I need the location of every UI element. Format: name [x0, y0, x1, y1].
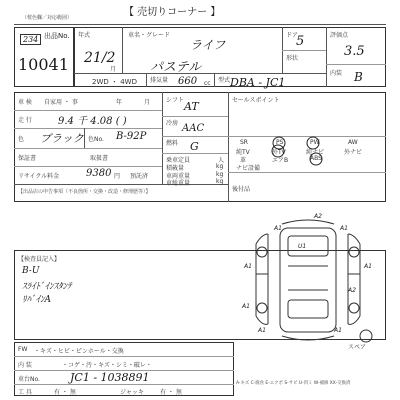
damage-mark: U1 — [298, 243, 307, 250]
option-genuine-navi: 純ナビ — [306, 149, 325, 156]
tools-label: 工 具 — [18, 389, 32, 396]
lot-number-label: 出品No. — [44, 32, 70, 40]
option-abs: ABS — [310, 155, 322, 162]
drive-type: 2WD ・ 4WD — [92, 78, 137, 86]
color-label: 色 — [18, 136, 25, 143]
damage-mark: A1 — [334, 327, 342, 334]
inspector-note: ｽﾗｲﾄﾞｲﾝｽﾀﾝﾃ — [22, 282, 72, 292]
chassis-label: 車台No. — [18, 376, 40, 383]
color-no-value: B-92P — [116, 131, 147, 142]
inspection-label: 車 検 — [18, 99, 32, 106]
ac-value: AAC — [182, 123, 205, 134]
load-unit: kg — [216, 163, 224, 170]
navi-label: ナビ設備 — [236, 165, 261, 172]
car-grade: パステル — [150, 60, 202, 75]
car-damage-diagram — [228, 204, 388, 352]
inspector-title: 【検査員記入】 — [18, 256, 61, 263]
damage-mark: A2 — [314, 213, 322, 220]
damage-mark: A1 — [340, 225, 348, 232]
door-rule — [282, 50, 326, 51]
chassis-number: JC1 - 1038891 — [70, 371, 150, 384]
row-rule-5 — [14, 184, 228, 185]
option-pw: PW — [310, 139, 320, 146]
weight-unit: kg — [216, 171, 224, 178]
tools-values: 有 ・ 無 — [54, 389, 76, 396]
displacement-value: 660 — [178, 76, 198, 87]
interior-label: 内装 — [330, 70, 343, 77]
row-rule-3 — [14, 148, 162, 149]
model-year: 21/2 — [84, 50, 116, 66]
option-sr: SR — [240, 139, 248, 146]
model-divider-year — [122, 27, 123, 73]
extra-label: 後付品 — [232, 186, 251, 193]
damage-mark: A1 — [244, 263, 252, 270]
inspection-month: 月 — [144, 99, 151, 106]
fuel-label: 燃料 — [166, 140, 179, 147]
fuel-value: G — [190, 140, 199, 153]
eval-score: 3.5 — [344, 44, 365, 59]
jack-label: ジャッキ — [120, 389, 144, 396]
shift-label: シフト — [166, 97, 185, 104]
capacity-unit: 人 — [218, 157, 225, 164]
shift-rule — [162, 116, 228, 117]
lot-number: 10041 — [18, 55, 69, 74]
eval-label: 評価点 — [330, 32, 349, 39]
ac-rule — [162, 136, 228, 137]
color-no-label: 色No. — [88, 136, 104, 143]
drive-divider — [146, 73, 147, 87]
damage-mark: A2 — [348, 287, 356, 294]
option-ps: PS — [276, 139, 284, 146]
model-code-label: 型式 — [218, 77, 231, 84]
door-value: 5 — [296, 34, 305, 49]
load-label: 積載量 — [166, 165, 185, 172]
displacement-label: 排気量 — [150, 77, 169, 84]
row-rule-1 — [14, 110, 162, 111]
damage-mark: A1 — [274, 225, 282, 232]
lot-number-tag: 234 — [20, 34, 41, 45]
option-aftermarket-navi: 外ナビ — [344, 149, 363, 156]
year-label: 年式 — [78, 32, 91, 39]
spare-label: スペア — [348, 344, 367, 351]
manual-label: 取扱書 — [90, 155, 109, 162]
details-divider-left — [162, 92, 163, 184]
fuel-rule — [162, 153, 228, 154]
fw-text: ・キズ・ヒビ・ピンホール・交換 — [34, 348, 124, 355]
recycle-label: リサイクル料金 — [18, 173, 60, 180]
option-leather: 革 — [240, 157, 247, 164]
option-aw: AW — [348, 139, 358, 146]
interior-detail-label: 内 装 — [18, 362, 32, 369]
header-note: （桜色欄／対応範囲） — [22, 15, 73, 21]
damage-mark: A1 — [242, 303, 250, 310]
recycle-unit: 円 — [114, 173, 121, 180]
model-year-unit: 月 — [110, 66, 117, 73]
ac-label: 冷房 — [166, 120, 179, 127]
displacement-unit: cc — [204, 80, 211, 87]
row-rule-4 — [14, 166, 162, 167]
model-code-divider — [214, 73, 215, 87]
warranty-label: 保証書 — [18, 155, 37, 162]
damage-legend: A-キズ C-腐食 E-エクボ S-サビ U-凹ミ W-補修 XX-交換済 — [236, 381, 351, 386]
recycle-value: 9380 — [86, 168, 112, 179]
name-label: 車名・グレード — [128, 32, 171, 39]
option-check-marks — [228, 136, 386, 172]
model-code: DBA - JC1 — [230, 76, 286, 89]
option-aftermarket-tv: 外TV — [272, 149, 286, 156]
option-genuine-tv: 純TV — [236, 149, 250, 156]
inspector-note: ﾘﾊﾞｲﾝA — [22, 295, 51, 305]
color-divider — [84, 128, 85, 148]
corner-title: 【 売切りコーナー 】 — [124, 7, 221, 18]
eval-rule — [326, 64, 386, 65]
jack-values: 有 ・ 無 — [160, 389, 182, 396]
header-rule — [14, 24, 386, 25]
model-divider-eval — [326, 27, 327, 87]
row-rule-2 — [14, 128, 162, 129]
interior-grade: B — [354, 70, 363, 84]
fw-label: FW — [18, 346, 28, 353]
bottom-rule-3 — [14, 384, 234, 385]
door-label: ドア — [286, 32, 298, 39]
mileage-label: 走 行 — [18, 117, 32, 124]
seller-declaration: 【出品店の申告事項（不良箇所・交換・改造・修理歴等）】 — [18, 189, 151, 195]
capacity-label: 乗車定員 — [166, 157, 191, 164]
damage-mark: A1 — [364, 263, 372, 270]
inspector-note: B-U — [22, 266, 40, 276]
interior-detail-text: ・コゲ・汚・キズ・シミ・破レ・ — [62, 362, 152, 369]
car-name: ライフ — [190, 38, 226, 52]
gross-label: 車総重量 — [166, 180, 191, 187]
gross-unit: kg — [216, 178, 224, 185]
sales-point-label: セールスポイント — [232, 97, 280, 104]
mileage-value: 9.4 千 4.08 ( ) — [58, 116, 127, 127]
navi-rule — [228, 172, 386, 173]
color-value: ブラック — [40, 132, 84, 145]
inspection-year: 年 — [116, 99, 123, 106]
bottom-rule-1 — [14, 356, 234, 357]
inspection-types: 自家用 ・ 事 — [44, 99, 78, 106]
shape-label: 形状 — [286, 55, 299, 62]
recycle-status: 預託済 — [130, 173, 149, 180]
weight-label: 車両重量 — [166, 173, 191, 180]
damage-mark: A1 — [258, 327, 266, 334]
shift-value: AT — [184, 100, 199, 113]
option-airbag: エアB — [272, 157, 289, 164]
